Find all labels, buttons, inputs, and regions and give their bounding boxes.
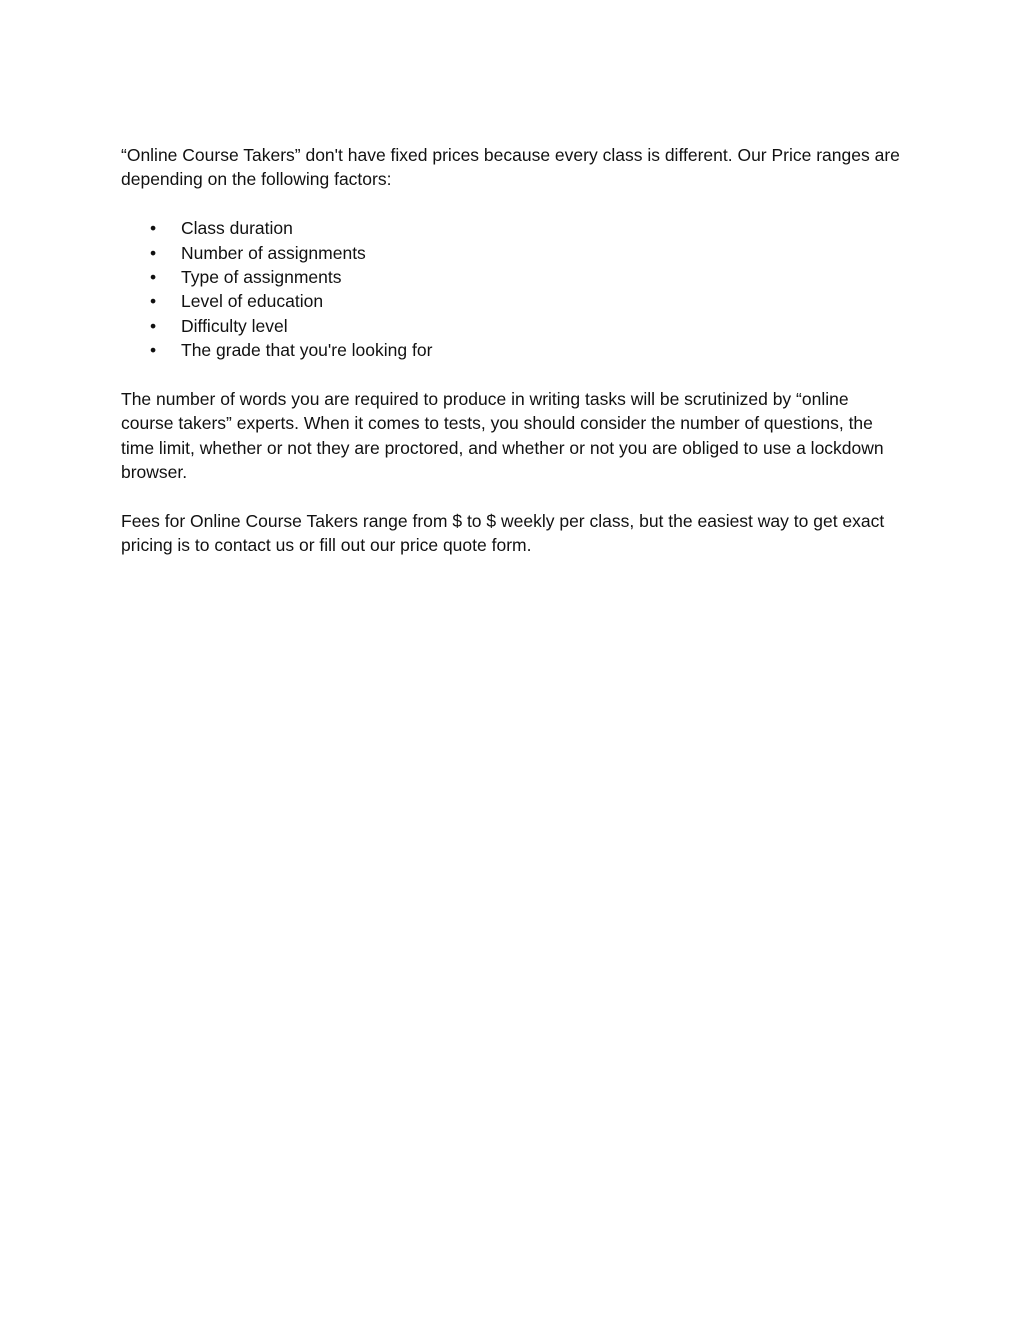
list-item-text: Level of education [181, 291, 324, 312]
bullet-icon: • [150, 267, 157, 288]
word-count-paragraph: The number of words you are required to produce in writing tasks will be scrutinized by “online course takers” experts. When it comes to tests, you should consider the number of questions, the time limit, whether or not they are proctored, and whether or not you are obliged to use a lockdown browser. [121, 389, 884, 483]
list-item-text: Difficulty level [181, 315, 288, 336]
bullet-icon: • [150, 340, 157, 361]
list-item-text: The grade that you're looking for [181, 340, 433, 361]
list-item [121, 314, 901, 338]
list-item-text: Class duration [181, 218, 293, 239]
intro-paragraph: “Online Course Takers” don't have fixed prices because every class is different. Our Price ranges are depending on the following factors: [121, 145, 900, 190]
document-body [121, 143, 901, 582]
list-item [121, 289, 901, 313]
list-item [121, 216, 901, 240]
list-item-text: Number of assignments [181, 242, 366, 263]
bullet-icon: • [150, 291, 157, 312]
fees-paragraph: Fees for Online Course Takers range from $ to $ weekly per class, but the easiest way to get exact pricing is to contact us or fill out our price quote form. [121, 511, 885, 556]
list-item [121, 241, 901, 265]
list-item-text: Type of assignments [181, 267, 342, 288]
list-item [121, 338, 901, 362]
bullet-icon: • [150, 242, 157, 263]
bullet-icon: • [150, 315, 157, 336]
list-item [121, 265, 901, 289]
price-factors-list [121, 216, 901, 362]
bullet-icon: • [150, 218, 157, 239]
